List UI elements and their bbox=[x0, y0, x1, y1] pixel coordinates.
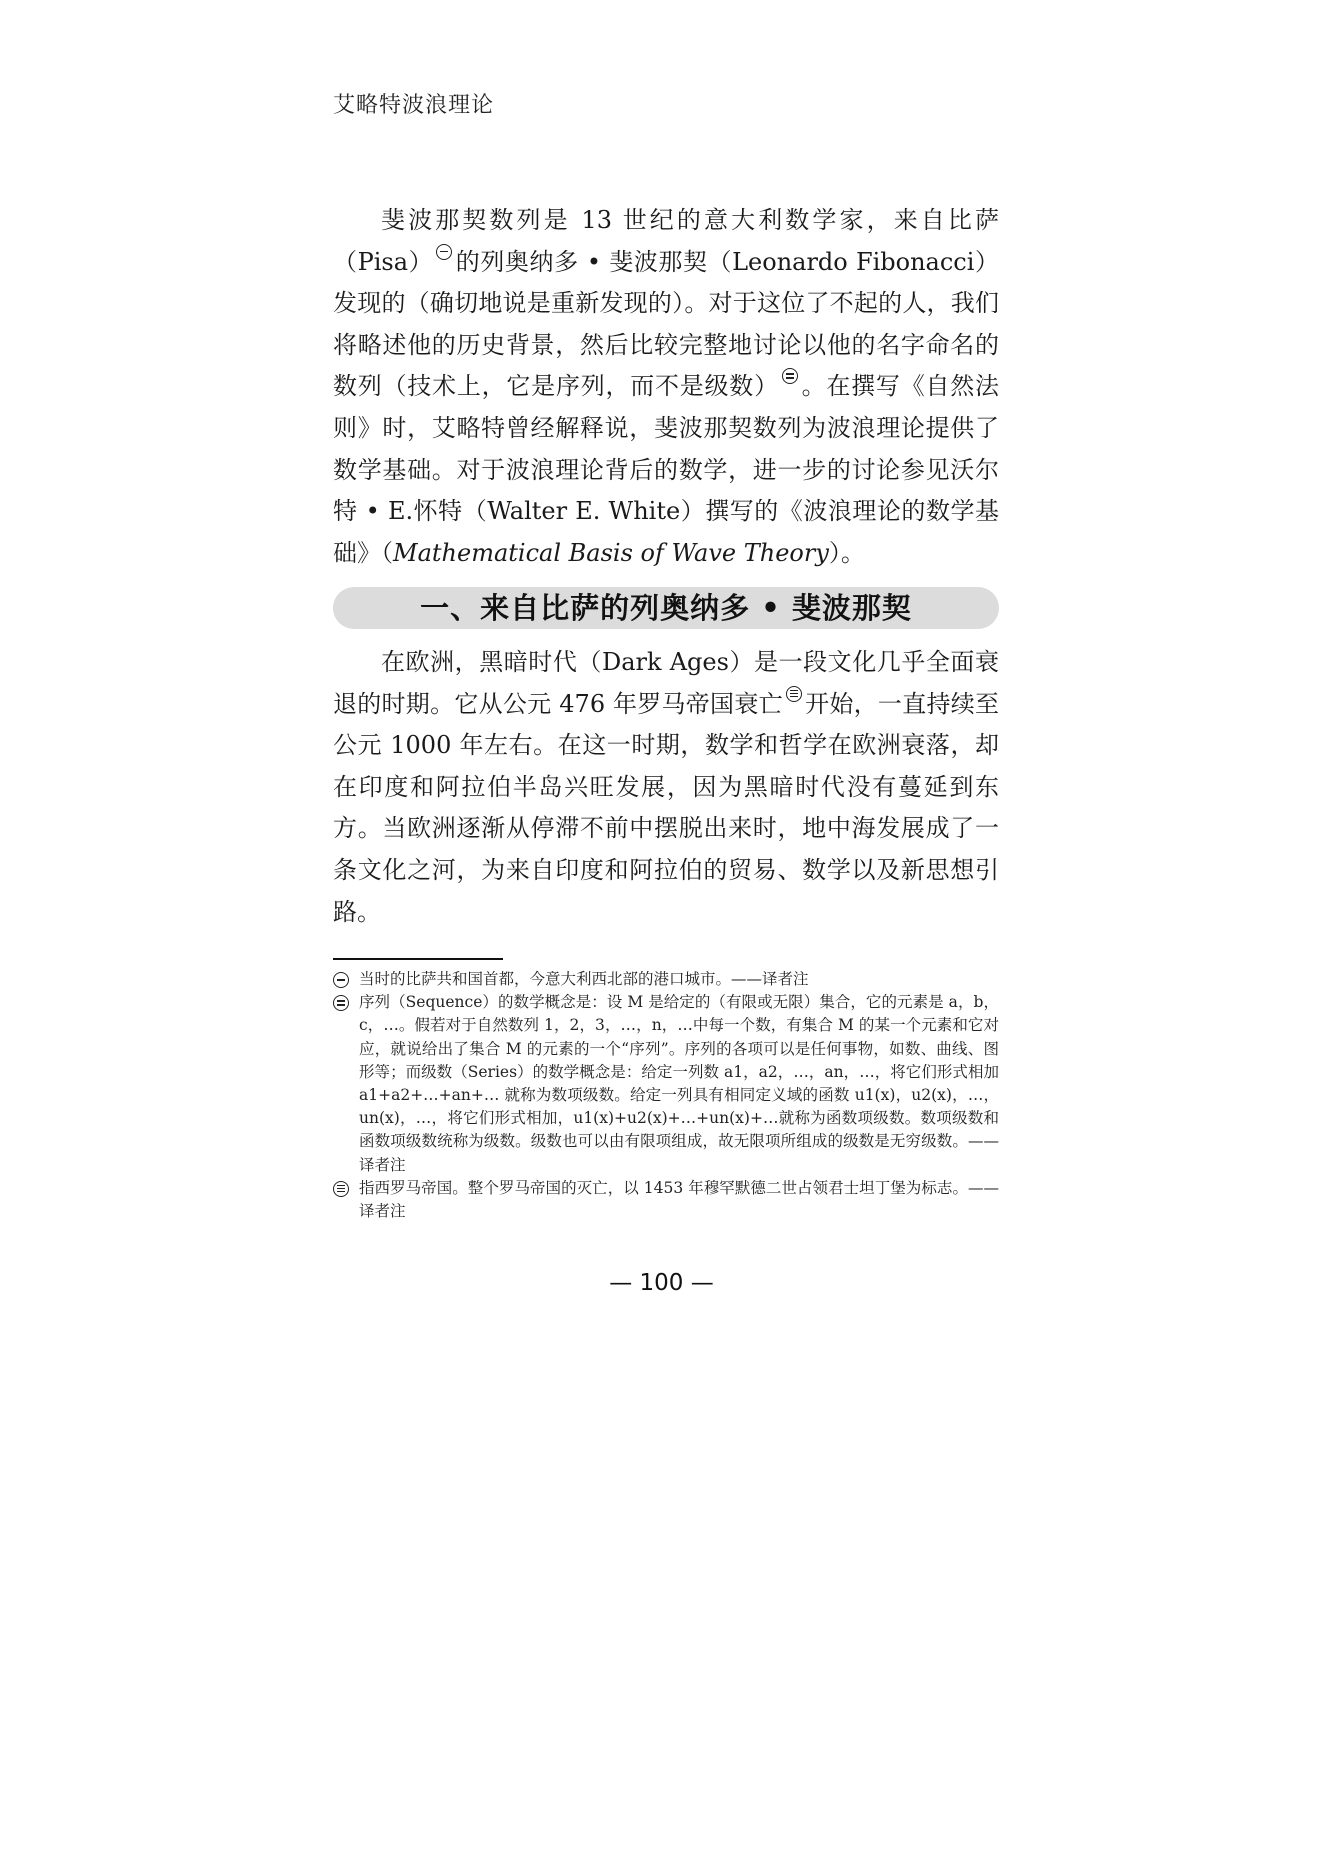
footnotes bbox=[333, 968, 999, 1223]
running-head: 艾略特波浪理论 bbox=[333, 93, 495, 118]
footnote-2-marker-icon bbox=[333, 995, 349, 1011]
page-number: — 100 — bbox=[609, 1270, 714, 1296]
footnote-3 bbox=[333, 1177, 999, 1223]
intro-text-3: 。在撰写《自然法则》时，艾略特曾经解释说，斐波那契数列为波浪理论提供了数学基础。对于波浪理论背后的数学，进一步的讨论参见沃尔特 • E.怀特（Walter E. White）撰写的《波浪理论的数学基础》（ bbox=[333, 372, 1000, 567]
footnote-2-text: 序列（Sequence）的数学概念是：设 M 是给定的（有限或无限）集合，它的元素是 a，b，c，…。假若对于自然数列 1，2，3，…，n，…中每一个数，有集合 M 的某一个元素和它对应，就说给出了集合 M 的元素的一个“序列”。序列的各项可以是任何事物，如数、曲线、图形等；而级数（Series）的数学概念是：给定一列数 a1，a2，…，an，…，将它们形式相加 a1+a2+…+an+… 就称为数项级数。给定一列具有相同定义域的函数 u1(x)，u2(x)，…，un(x)，…，将它们形式相加，u1(x)+u2(x)+…+un(x)+…就称为函数项级数。数项级数和函数项级数统称为级数。级数也可以由有限项组成，故无限项所组成的级数是无穷级数。——译者注 bbox=[359, 993, 999, 1174]
footnote-2 bbox=[333, 991, 999, 1177]
intro-text-1: 斐波那契数列是 13 世纪的意大利数学家，来自比萨（Pisa） bbox=[333, 206, 999, 276]
footnote-3-text: 指西罗马帝国。整个罗马帝国的灭亡，以 1453 年穆罕默德二世占领君士坦丁堡为标志。——译者注 bbox=[359, 1178, 999, 1221]
intro-paragraph-block bbox=[333, 200, 999, 574]
footnote-3-marker-icon bbox=[333, 1181, 349, 1197]
section-text-2: 开始，一直持续至公元 1000 年左右。在这一时期，数学和哲学在欧洲衰落，却在印度和阿拉伯半岛兴旺发展，因为黑暗时代没有蔓延到东方。当欧洲逐渐从停滞不前中摆脱出来时，地中海发展成了一条文化之河，为来自印度和阿拉伯的贸易、数学以及新思想引路。 bbox=[333, 689, 999, 926]
intro-paragraph bbox=[333, 200, 999, 574]
footnote-ref-2-icon[interactable] bbox=[782, 368, 798, 384]
footnote-1-text: 当时的比萨共和国首都，今意大利西北部的港口城市。——译者注 bbox=[359, 970, 809, 988]
intro-text-4: ）。 bbox=[828, 538, 865, 567]
footnote-divider bbox=[333, 958, 503, 960]
section-text-1: 在欧洲，黑暗时代（Dark Ages）是一段文化几乎全面衰退的时期。它从公元 476 年罗马帝国衰亡 bbox=[333, 648, 999, 718]
section-paragraph-block bbox=[333, 642, 999, 933]
section-heading: 一、来自比萨的列奥纳多 • 斐波那契 bbox=[333, 587, 999, 629]
intro-book-title: Mathematical Basis of Wave Theory bbox=[393, 538, 829, 567]
footnote-ref-3-icon[interactable] bbox=[786, 686, 802, 702]
intro-text-2: 的列奥纳多 • 斐波那契（Leonardo Fibonacci）发现的（确切地说是重新发现的）。对于这位了不起的人，我们将略述他的历史背景，然后比较完整地讨论以他的名字命名的数列（技术上，它是序列，而不是级数） bbox=[333, 247, 999, 401]
footnote-1-marker-icon bbox=[333, 972, 349, 988]
footnote-1 bbox=[333, 968, 999, 991]
footnote-ref-1-icon[interactable] bbox=[436, 244, 452, 260]
section-paragraph bbox=[333, 642, 999, 933]
